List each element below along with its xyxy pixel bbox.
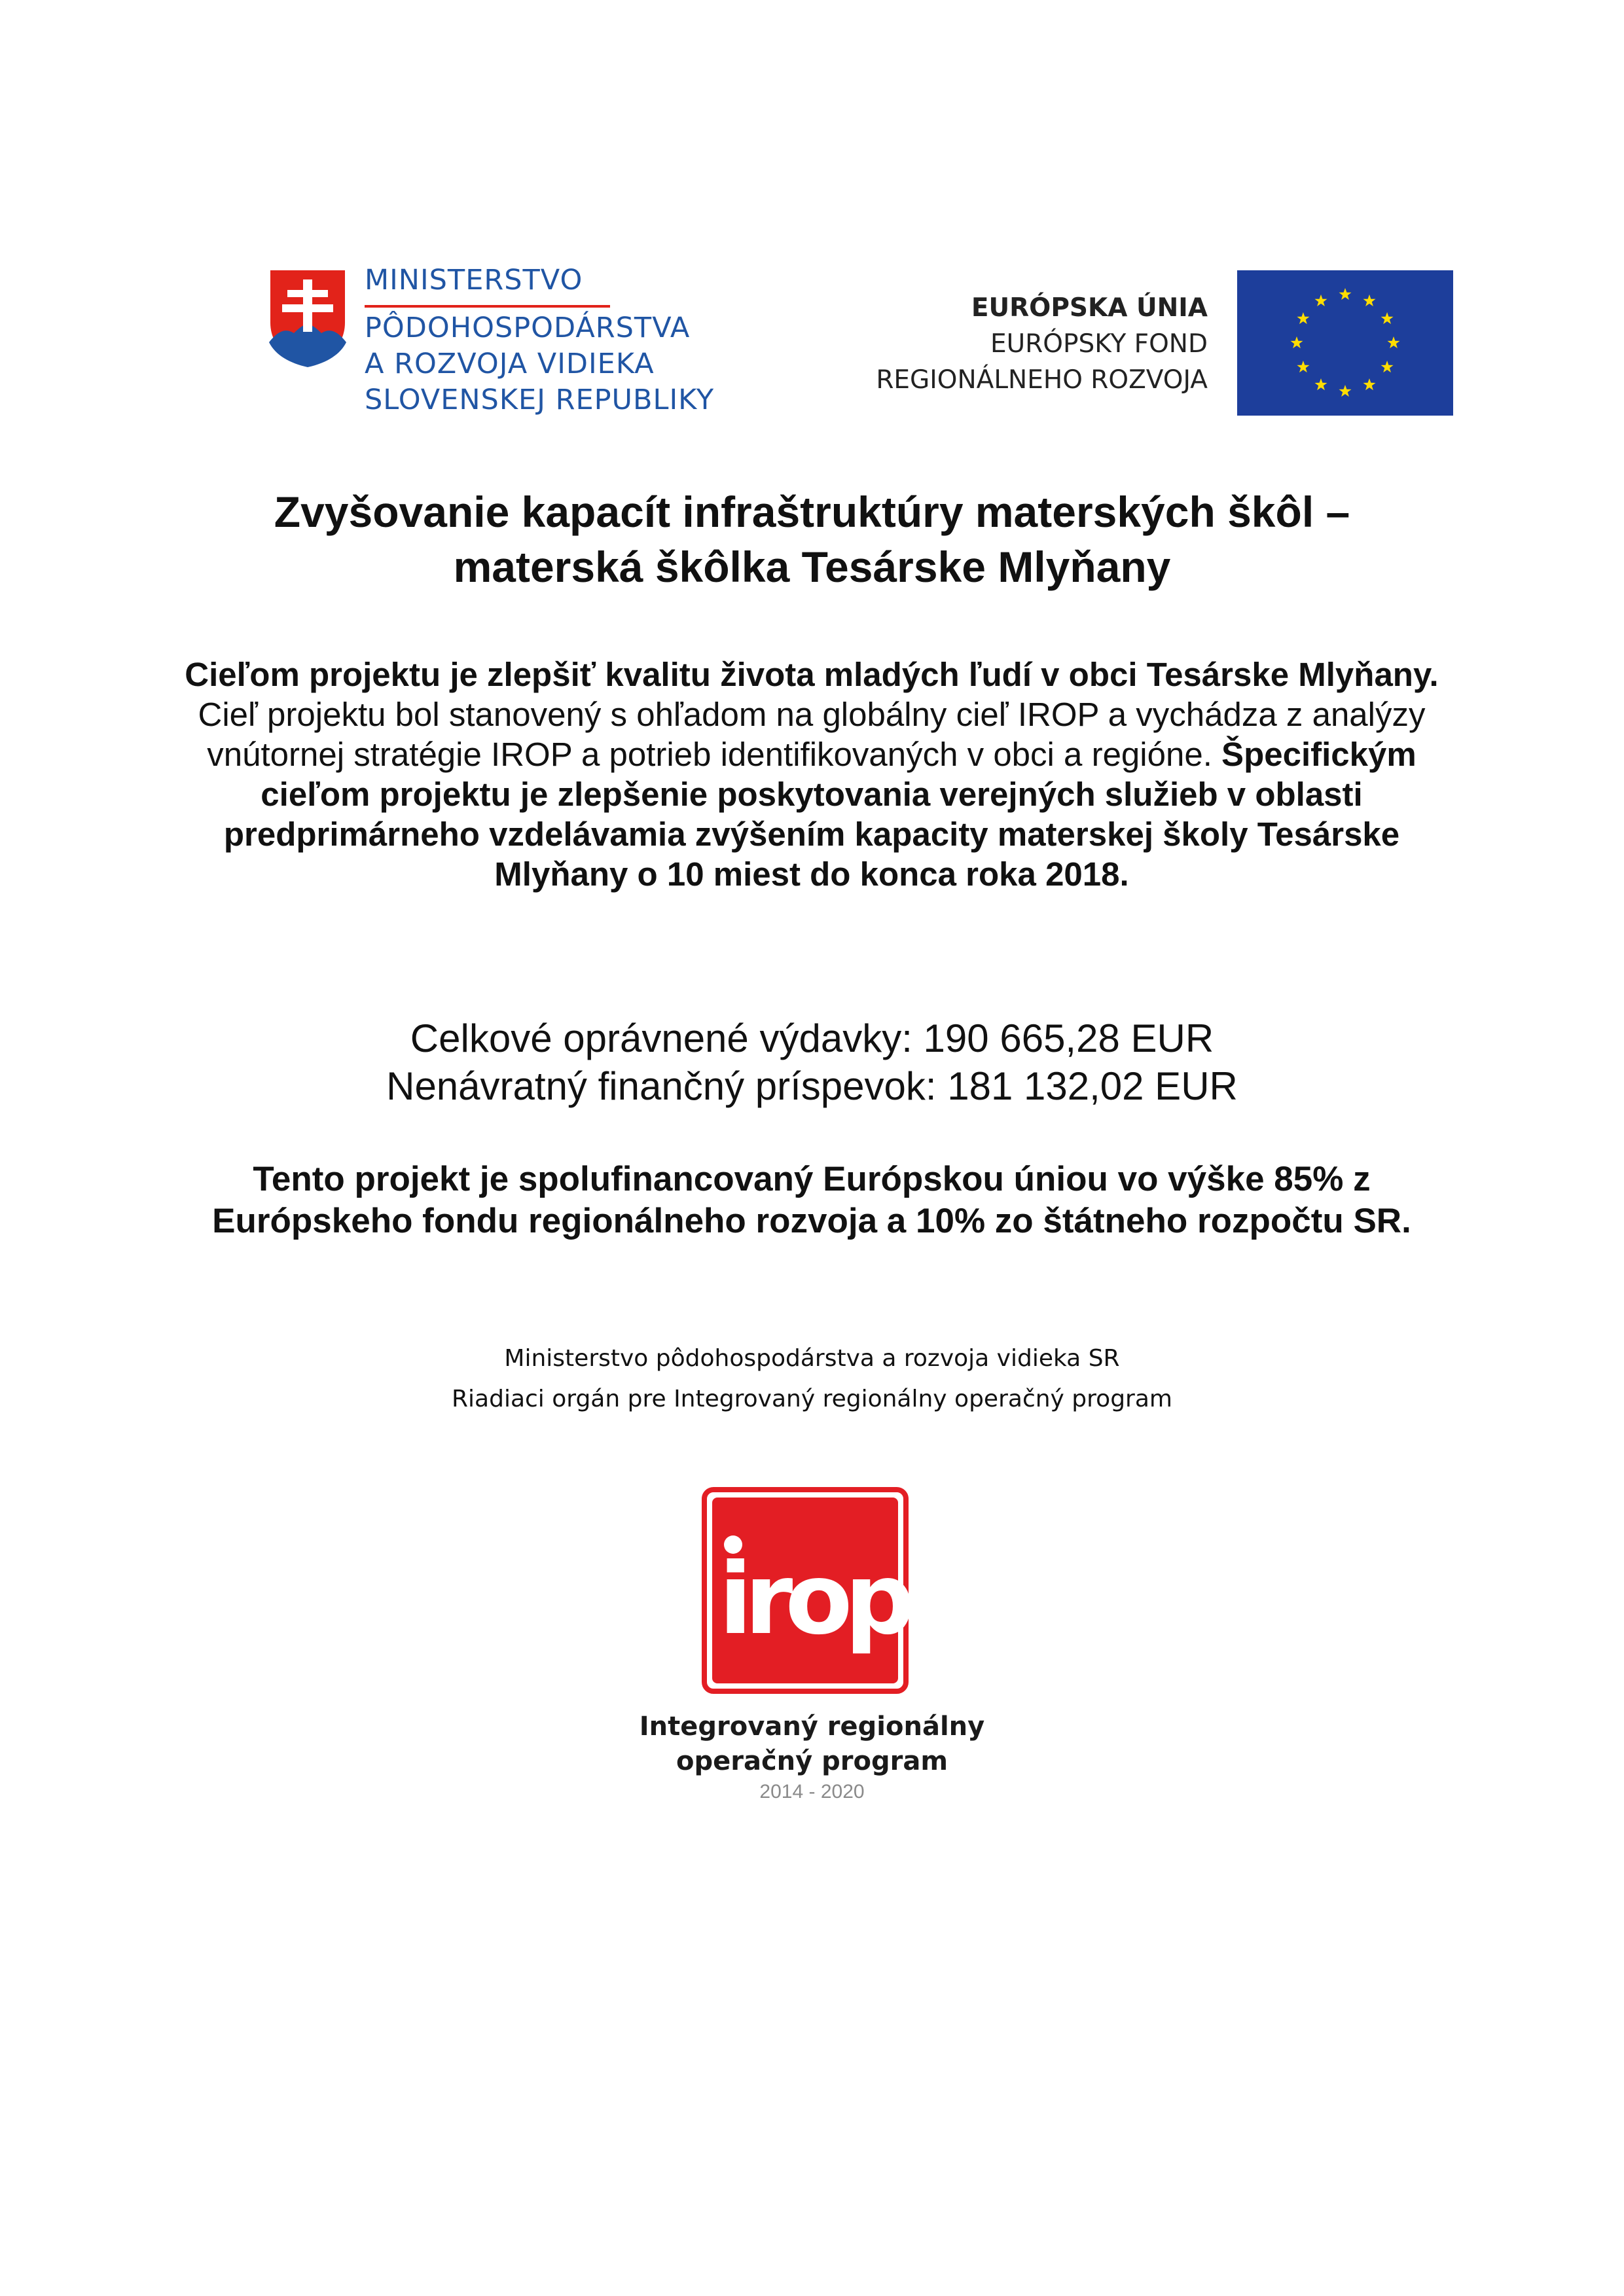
- slovak-coat-of-arms-icon: [265, 265, 350, 370]
- description-bold-specific: Špecifickým cieľom projektu je zlepšenie poskytovania verejných služieb v oblasti predprimárneho vzdelávamia zvýšením kapacity materskej školy Tesárske Mlyňany o 10 miest do konca roka 2018.: [223, 736, 1416, 893]
- financial-amounts: [0, 1014, 1624, 1110]
- irop-caption: [0, 1710, 1624, 1779]
- eu-region-line: REGIONÁLNEHO ROZVOJA: [876, 365, 1208, 395]
- managing-authority-line-2: Riadiaci orgán pre Integrovaný regionálny operačný program: [452, 1386, 1172, 1412]
- ministry-logo: [265, 265, 763, 422]
- eu-title: EURÓPSKA ÚNIA: [971, 293, 1208, 323]
- eu-flag-icon: [1237, 270, 1453, 416]
- ministry-line-4: SLOVENSKEJ REPUBLIKY: [365, 384, 715, 416]
- eligible-costs: Celkové oprávnené výdavky: 190 665,28 EUR: [410, 1016, 1214, 1060]
- irop-caption-line-1: Integrovaný regionálny: [639, 1712, 985, 1742]
- title-line-2: materská škôlka Tesárske Mlyňany: [453, 543, 1171, 591]
- grant-amount: Nenávratný finančný príspevok: 181 132,02 EUR: [386, 1064, 1238, 1108]
- irop-logo-icon: [700, 1486, 910, 1695]
- title-line-1: Zvyšovanie kapacít infraštruktúry materských škôl –: [274, 488, 1350, 536]
- managing-authority-line-1: Ministerstvo pôdohospodárstva a rozvoja vidieka SR: [504, 1345, 1120, 1372]
- description-bold-intro-1: Cieľom projektu je zlepšiť kvalitu života mladých ľudí v obci: [185, 656, 1138, 693]
- cofinancing-statement: Tento projekt je spolufinancovaný Európskou úniou vo výške 85% z Európskeho fondu regionálneho rozvoja a 10% zo štátneho rozpočtu SR.: [212, 1160, 1411, 1240]
- ministry-line-3: A ROZVOJA VIDIEKA: [365, 348, 655, 380]
- irop-mark-text: irop: [719, 1543, 907, 1657]
- eu-logo: [851, 270, 1453, 416]
- irop-caption-line-2: operačný program: [676, 1746, 948, 1776]
- description-bold-intro-2: Tesárske Mlyňany.: [1146, 656, 1439, 693]
- ministry-line-2: PÔDOHOSPODÁRSTVA: [365, 312, 691, 344]
- ministry-name: [365, 262, 714, 418]
- managing-authority: [0, 1338, 1624, 1420]
- project-title: [0, 484, 1624, 594]
- irop-years: 2014 - 2020: [759, 1781, 865, 1803]
- project-description: [164, 655, 1460, 894]
- description-regular: Cieľ projektu bol stanovený s ohľadom na globálny cieľ IROP a vychádza z analýzy vnútornej stratégie IROP a potrieb identifikovaných v obci a regióne.: [198, 696, 1426, 773]
- ministry-line-1: MINISTERSTVO: [365, 264, 583, 296]
- eu-fund-line: EURÓPSKY FOND: [990, 329, 1208, 359]
- eu-text: [876, 290, 1208, 398]
- ministry-red-rule: [365, 305, 610, 308]
